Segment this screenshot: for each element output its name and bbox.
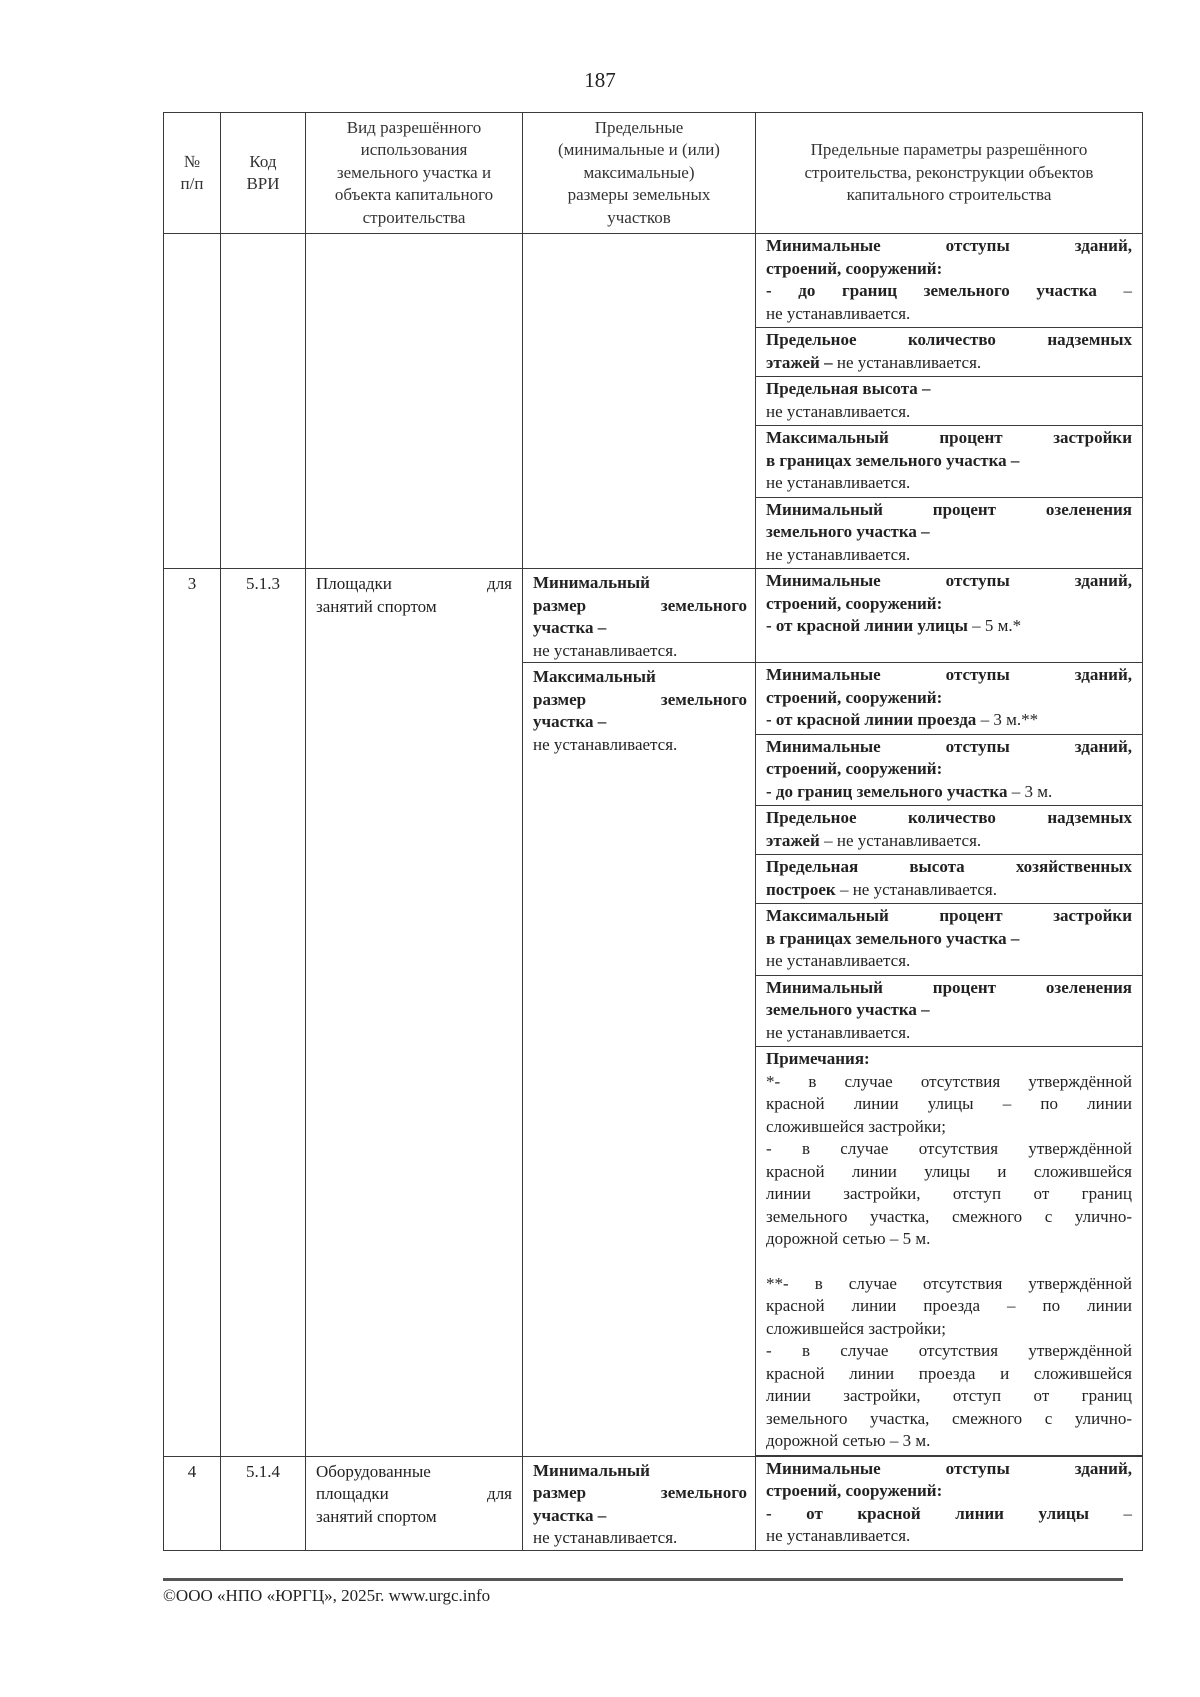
- table-header-row: [164, 113, 1143, 234]
- param-cell: Минимальный процент озеленения земельного участка – не устанавливается.: [756, 975, 1143, 1047]
- footer-divider: [163, 1578, 1123, 1581]
- param-cell: Минимальные отступы зданий, строений, сооружений: - от красной линии проезда – 3 м.**: [756, 663, 1143, 735]
- row3-max-size: Максимальный размер земельного участка – не устанавливается.: [523, 663, 756, 1457]
- param-cell: Предельная высота – не устанавливается.: [756, 377, 1143, 426]
- row3-vid: Площадки для занятий спортом: [306, 569, 523, 1457]
- footer-copyright: ©ООО «НПО «ЮРГЦ», 2025г. www.urgc.info: [163, 1586, 491, 1605]
- row3-min-size: Минимальный размер земельного участка – не устанавливается.: [523, 569, 756, 663]
- cell-num-cont: [164, 234, 221, 569]
- row4-min-size: Минимальный размер земельного участка – не устанавливается.: [523, 1456, 756, 1550]
- param-cell: Предельное количество надземных этажей – не устанавливается.: [756, 806, 1143, 855]
- notes-title: Примечания:: [766, 1049, 870, 1068]
- row3-code: 5.1.3: [221, 569, 306, 1457]
- table-row: [164, 569, 1143, 663]
- header-sizes: Предельные (минимальные и (или) максимальные) размеры земельных участков: [523, 113, 756, 234]
- param-cell: Максимальный процент застройки в границах земельного участка – не устанавливается.: [756, 904, 1143, 976]
- row4-num: 4: [164, 1456, 221, 1550]
- param-cell: Минимальный процент озеленения земельного участка – не устанавливается.: [756, 497, 1143, 569]
- param-cell: Минимальные отступы зданий, строений, сооружений: - от красной линии улицы – не устанавливается.: [756, 1456, 1143, 1550]
- param-cell: Предельная высота хозяйственных построек – не устанавливается.: [756, 855, 1143, 904]
- row4-vid: Оборудованные площадки для занятий спортом: [306, 1456, 523, 1550]
- param-cell: Минимальные отступы зданий, строений, сооружений: - до границ земельного участка – не устанавливается.: [756, 234, 1143, 328]
- header-params: Предельные параметры разрешённого строительства, реконструкции объектов капитального строительства: [756, 113, 1143, 234]
- cell-size-cont: [523, 234, 756, 569]
- param-cell: Предельное количество надземных этажей – не устанавливается.: [756, 328, 1143, 377]
- param-cell: Максимальный процент застройки в границах земельного участка – не устанавливается.: [756, 426, 1143, 498]
- regulations-table: [163, 112, 1143, 1551]
- table-row: [164, 234, 1143, 328]
- row4-code: 5.1.4: [221, 1456, 306, 1550]
- cell-vid-cont: [306, 234, 523, 569]
- row3-num: 3: [164, 569, 221, 1457]
- notes-cell: Примечания: *- в случае отсутствия утверждённой красной линии улицы – по линии сложившейся застройки; - в случае отсутствия утверждённой красной линии улицы и сложившейся линии застройки, отступ от границ земельного участка, смежного с улично- дорожной сетью – 5 м. **- в случае отсутствия утверждённой красной линии проезда – по линии сложившейся застройки; - в случае отсутствия утверждённой красной линии проезда и сложившейся линии застройки, отступ от границ земельного участка, смежного с улично- дорожной сетью – 3 м.: [756, 1047, 1143, 1456]
- header-vid: Вид разрешённого использования земельного участка и объекта капитального строительства: [306, 113, 523, 234]
- param-cell: Минимальные отступы зданий, строений, сооружений: - от красной линии улицы – 5 м.*: [756, 569, 1143, 663]
- page-number: 187: [584, 68, 616, 92]
- header-code: Код ВРИ: [221, 113, 306, 234]
- header-num: № п/п: [164, 113, 221, 234]
- table-row: [164, 1456, 1143, 1550]
- cell-code-cont: [221, 234, 306, 569]
- param-cell: Минимальные отступы зданий, строений, сооружений: - до границ земельного участка – 3 м.: [756, 734, 1143, 806]
